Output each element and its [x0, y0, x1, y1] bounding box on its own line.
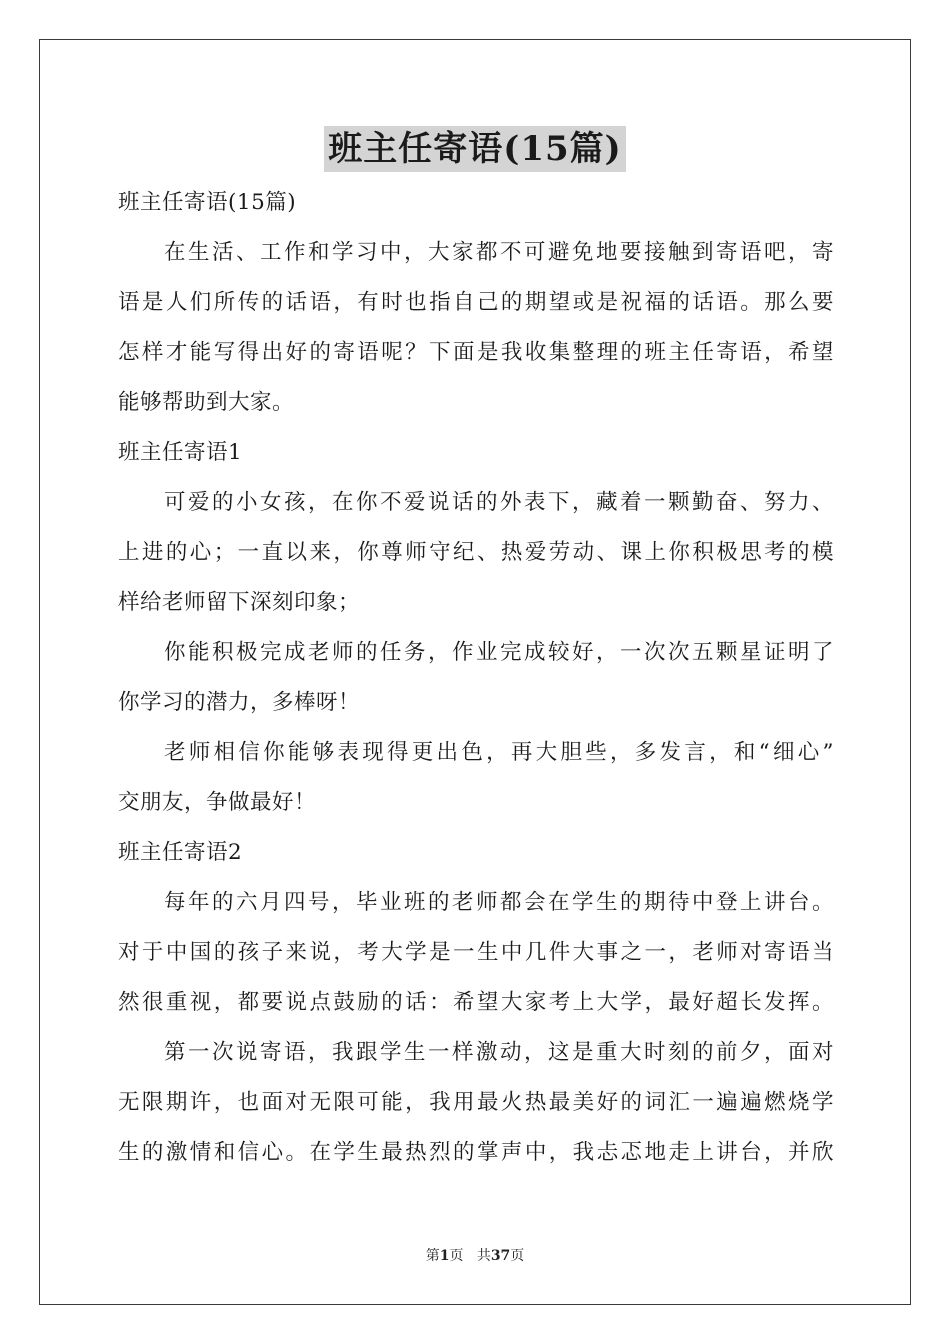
text-line: 能够帮助到大家。 — [118, 390, 295, 415]
text-line: 班主任寄语(15篇) — [118, 190, 297, 215]
text-line: 班主任寄语2 — [118, 840, 243, 865]
text-line: 在生活、工作和学习中，大家都不可避免地要接触到寄语吧，寄 — [164, 240, 834, 265]
footer-total-suffix: 页 — [510, 1248, 525, 1264]
footer-page-prefix: 第 — [425, 1248, 440, 1264]
footer-page-suffix: 页 — [449, 1248, 464, 1264]
text-line: 第一次说寄语，我跟学生一样激动，这是重大时刻的前夕，面对 — [164, 1040, 834, 1065]
text-line: 老师相信你能够表现得更出色，再大胆些，多发言，和“细心” — [164, 740, 834, 765]
text-line: 无限期许，也面对无限可能，我用最火热最美好的词汇一遍遍燃烧学 — [118, 1090, 834, 1115]
text-line: 怎样才能写得出好的寄语呢？下面是我收集整理的班主任寄语，希望 — [118, 340, 834, 365]
footer-page-number: 1 — [439, 1248, 450, 1264]
text-line: 生的激情和信心。在学生最热烈的掌声中，我忐忑地走上讲台，并欣 — [118, 1140, 834, 1165]
text-line: 你学习的潜力，多棒呀！ — [118, 690, 361, 715]
text-line: 交朋友，争做最好！ — [118, 790, 317, 815]
text-line: 可爱的小女孩，在你不爱说话的外表下，藏着一颗勤奋、努力、 — [164, 490, 834, 515]
text-line: 对于中国的孩子来说，考大学是一生中几件大事之一，老师对寄语当 — [118, 940, 834, 965]
text-line: 班主任寄语1 — [118, 440, 243, 465]
text-line: 语是人们所传的话语，有时也指自己的期望或是祝福的话语。那么要 — [118, 290, 834, 315]
document-body — [118, 178, 834, 1178]
text-line: 上进的心；一直以来，你尊师守纪、热爱劳动、课上你积极思考的模 — [118, 540, 834, 565]
footer-total-prefix: 共 — [476, 1248, 491, 1264]
text-line: 你能积极完成老师的任务，作业完成较好，一次次五颗星证明了 — [164, 640, 834, 665]
title-container — [0, 126, 950, 172]
text-line: 样给老师留下深刻印象； — [118, 590, 361, 615]
document-title: 班主任寄语(15篇) — [324, 126, 626, 172]
page-footer — [0, 1245, 950, 1265]
text-line: 每年的六月四号，毕业班的老师都会在学生的期待中登上讲台。 — [164, 890, 834, 915]
text-line: 然很重视，都要说点鼓励的话：希望大家考上大学，最好超长发挥。 — [118, 990, 834, 1015]
footer-total-pages: 37 — [490, 1248, 511, 1264]
